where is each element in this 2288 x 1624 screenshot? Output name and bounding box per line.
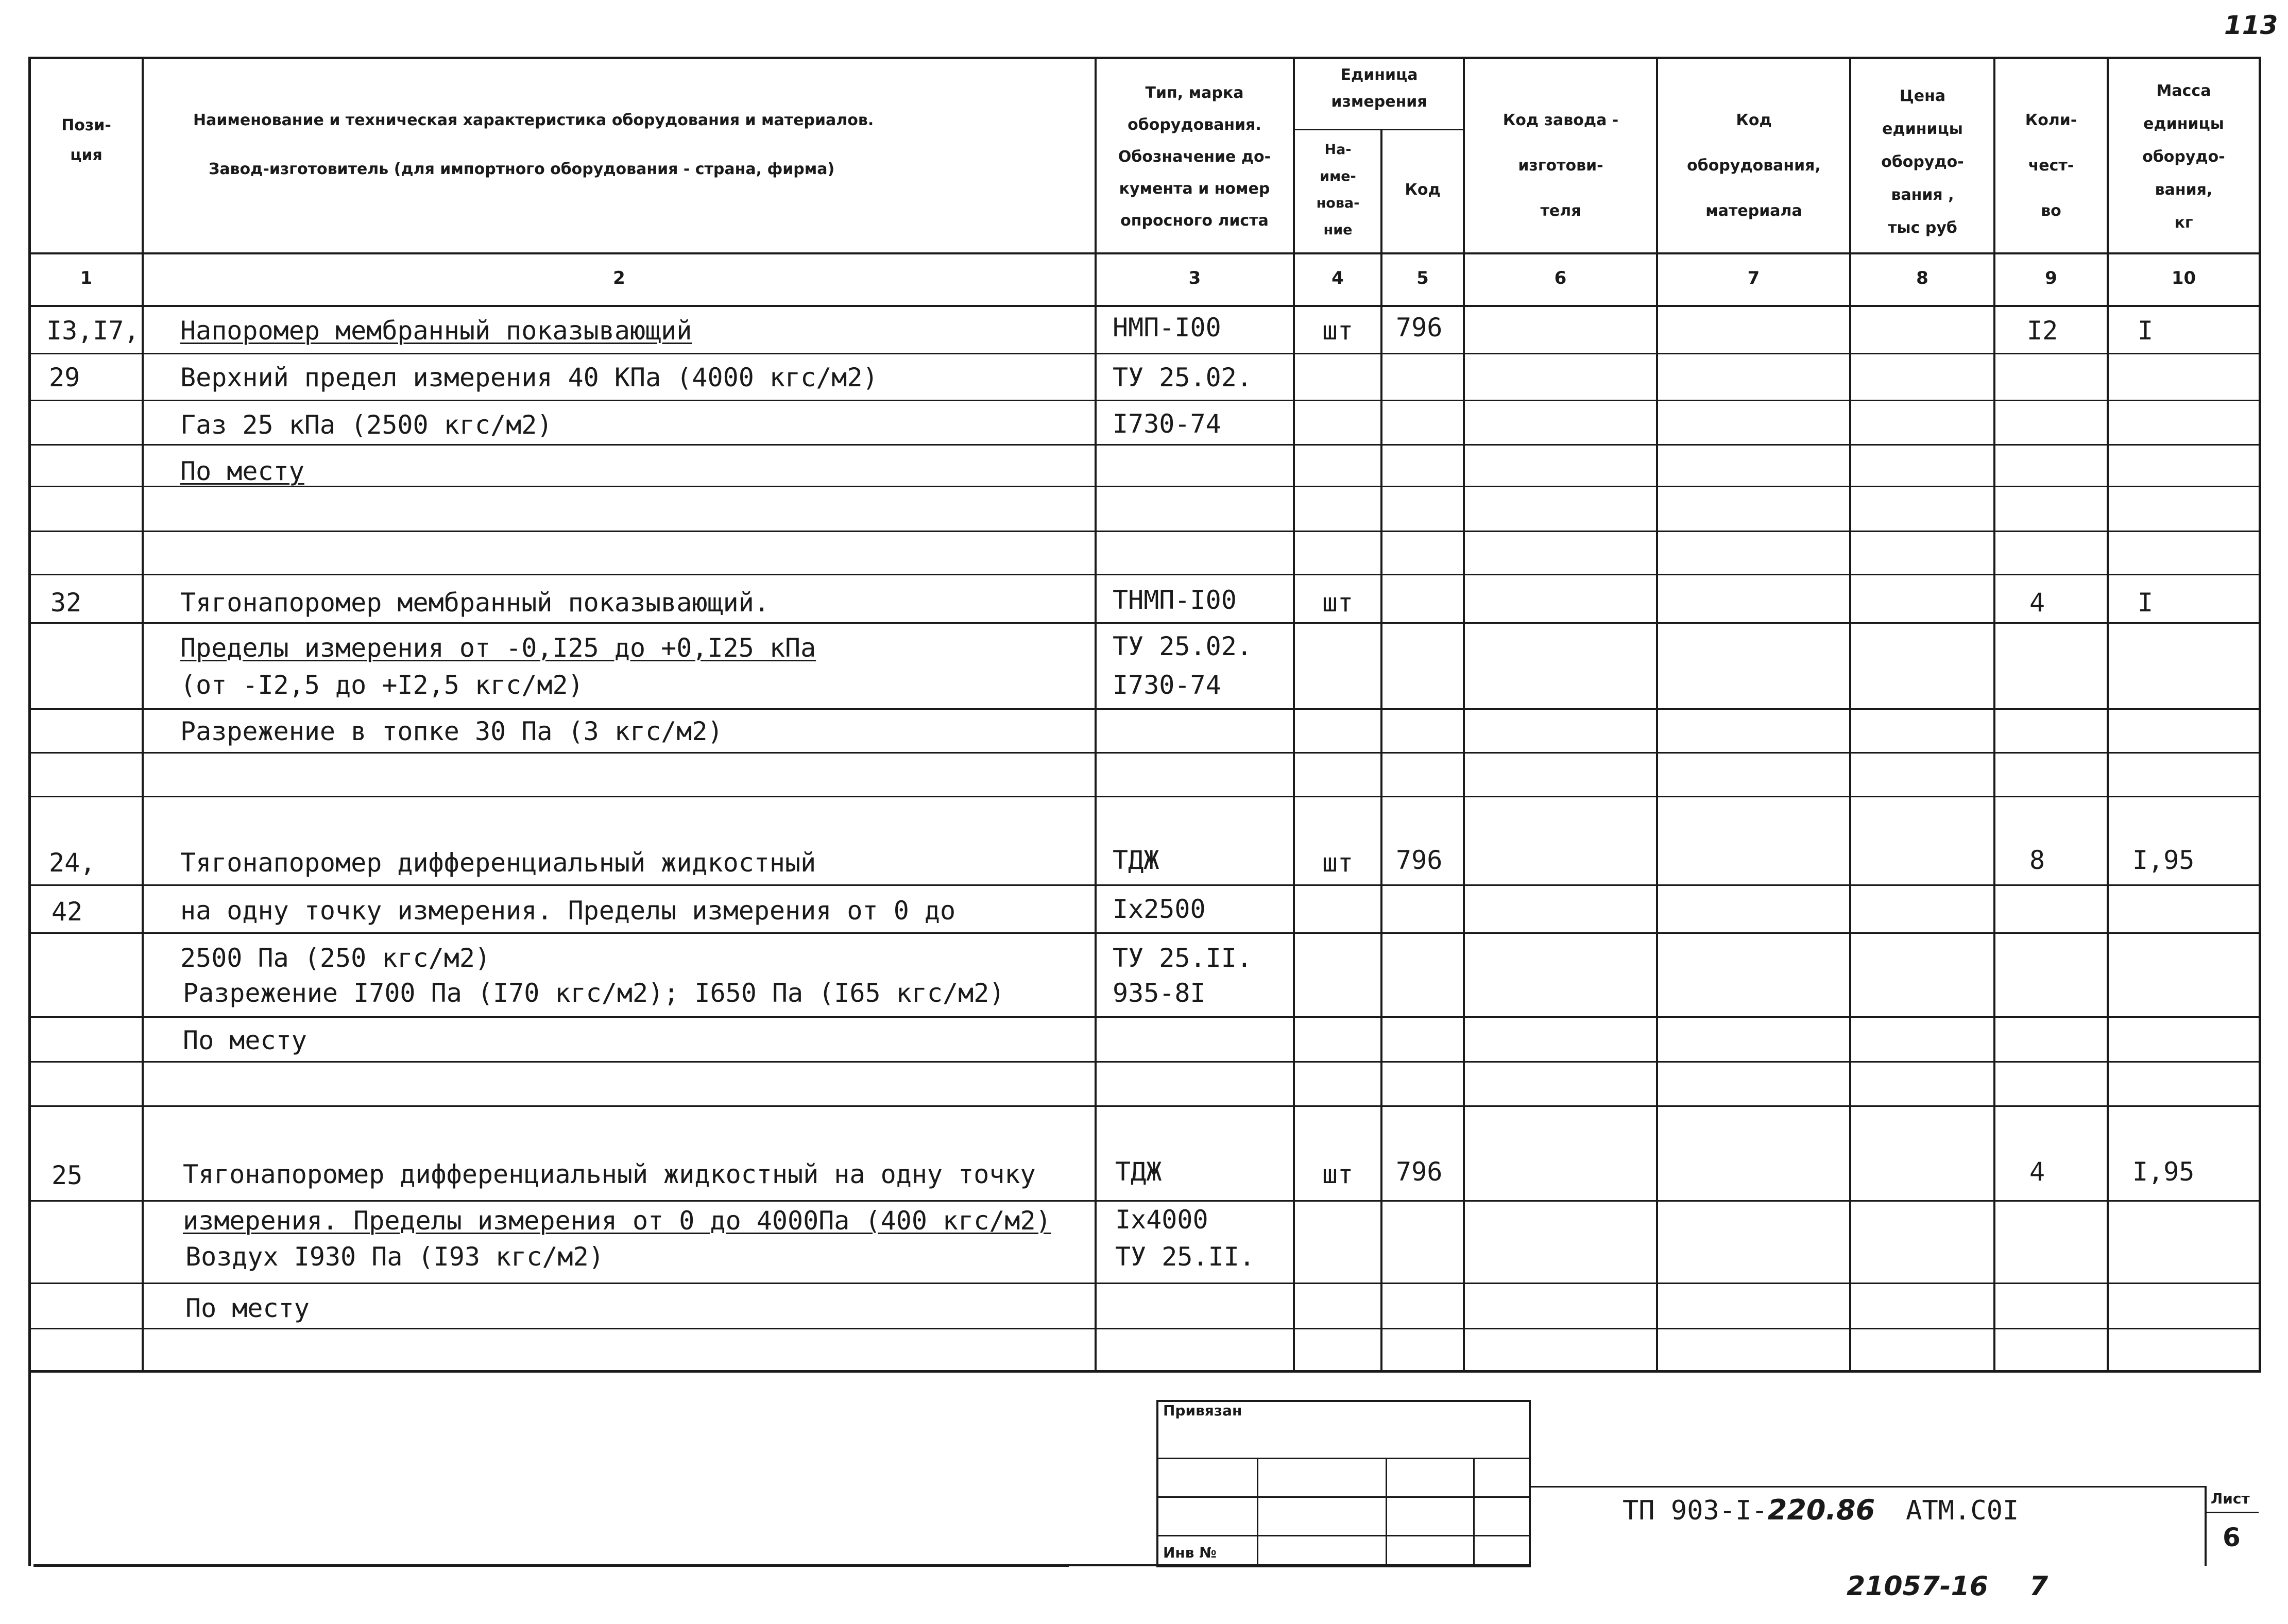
row-type: ТУ 25.II. xyxy=(1115,1242,1255,1272)
row-line xyxy=(30,1061,2260,1063)
row-type: ТНМП-I00 xyxy=(1113,585,1237,615)
row-name: Разрежение I700 Па (I70 кгс/м2); I650 Па (I65 кгс/м2) xyxy=(183,978,1005,1008)
row-quantity: 8 xyxy=(2029,845,2045,875)
header-type: Тип, марка оборудования. Обозначение до- кумента и номер опросного листа xyxy=(1118,84,1271,230)
row-mass: I xyxy=(2138,316,2154,346)
sheet-label: Лист xyxy=(2211,1490,2250,1507)
row-quantity: 4 xyxy=(2029,588,2045,618)
row-name: на одну точку измерения. Пределы измерения от 0 до xyxy=(180,896,956,926)
unit-group-divider xyxy=(1293,129,1463,130)
stamp-inv-label: Инв № xyxy=(1163,1544,1217,1561)
col-line-7 xyxy=(1849,57,1851,1371)
row-unit-code: 796 xyxy=(1396,1157,1443,1187)
row-mass: I,95 xyxy=(2132,845,2195,875)
row-type: I730-74 xyxy=(1113,670,1221,700)
column-number: 8 xyxy=(1916,268,1928,288)
row-line xyxy=(30,884,2260,886)
row-type: НМП-I00 xyxy=(1113,313,1221,343)
row-line xyxy=(30,1328,2260,1329)
column-number: 1 xyxy=(80,268,93,288)
column-number: 2 xyxy=(613,268,625,288)
row-name: Верхний предел измерения 40 КПа (4000 кгс/м2) xyxy=(180,363,878,392)
row-line xyxy=(30,1016,2260,1018)
row-line xyxy=(30,574,2260,575)
stamp-border xyxy=(1529,1400,1531,1567)
header-mass: Масса единицы оборудо- вания, кг xyxy=(2142,82,2225,232)
row-name: (от -I2,5 до +I2,5 кгс/м2) xyxy=(180,670,584,700)
row-unit: шт xyxy=(1322,1159,1354,1189)
frame-bottom-border xyxy=(33,1564,1069,1567)
row-line xyxy=(30,1283,2260,1284)
row-line xyxy=(30,932,2260,934)
row-line xyxy=(30,486,2260,487)
row-position: 32 xyxy=(50,588,82,618)
row-type: ТУ 25.II. xyxy=(1113,943,1252,973)
row-line xyxy=(30,400,2260,401)
footer-handwritten-number: 21057-16 xyxy=(1847,1571,1988,1602)
header-position: Пози- ция xyxy=(61,116,111,164)
col-line-8 xyxy=(1993,57,1995,1371)
stamp-border xyxy=(1473,1458,1475,1566)
footer-line xyxy=(1058,1564,1530,1566)
row-position: 29 xyxy=(49,363,80,392)
sheet-box-border xyxy=(2205,1512,2259,1513)
row-type: ТДЖ xyxy=(1113,845,1159,875)
row-line xyxy=(30,353,2260,354)
right-frame xyxy=(2259,57,2261,1371)
row-type: ТУ 25.02. xyxy=(1113,363,1252,392)
stamp-attached-label: Привязан xyxy=(1163,1402,1242,1419)
header-price: Цена единицы оборудо- вания , тыс руб xyxy=(1881,87,1964,237)
footer-handwritten-page: 7 xyxy=(2029,1571,2048,1602)
header-name-line1: Наименование и техническая характеристика оборудования и материалов. xyxy=(193,111,874,129)
column-number: 7 xyxy=(1747,268,1760,288)
row-line xyxy=(30,1105,2260,1107)
header-bottom-border xyxy=(28,252,2261,254)
row-name: Тягонапоромер дифференциальный жидкостный xyxy=(180,848,816,878)
header-unit-name: На- име- нова- ние xyxy=(1316,142,1360,238)
row-position: I3,I7, xyxy=(46,316,140,346)
row-line xyxy=(30,1200,2260,1202)
sheet-corner-number: 113 xyxy=(2224,10,2278,40)
col-line-9 xyxy=(2107,57,2109,1371)
header-maker-code: Код завода - изготови- теля xyxy=(1502,111,1619,220)
col-line-5 xyxy=(1463,57,1465,1371)
row-line xyxy=(30,708,2260,710)
col-line-6 xyxy=(1656,57,1658,1371)
row-name: Разрежение в топке 30 Па (3 кгс/м2) xyxy=(180,716,723,746)
row-unit: шт xyxy=(1322,848,1354,878)
row-position: 24, xyxy=(49,848,96,878)
row-position: 25 xyxy=(52,1160,83,1190)
header-quantity: Коли- чест- во xyxy=(2025,111,2077,220)
table-bottom-border xyxy=(31,1370,2261,1373)
row-type: ТДЖ xyxy=(1115,1157,1162,1187)
row-unit: шт xyxy=(1322,316,1354,346)
row-unit-code: 796 xyxy=(1396,845,1443,875)
sheet-box-border xyxy=(2205,1486,2207,1566)
row-name: Напоромер мембранный показывающий xyxy=(180,316,692,346)
row-type: ТУ 25.02. xyxy=(1113,631,1252,661)
row-type: 935-8I xyxy=(1113,978,1206,1008)
footer-line xyxy=(1530,1486,2205,1488)
column-number: 5 xyxy=(1416,268,1429,288)
col-line-1 xyxy=(142,57,144,1371)
row-type: Ix4000 xyxy=(1115,1205,1208,1235)
row-quantity: 4 xyxy=(2029,1157,2045,1187)
col-line-2 xyxy=(1095,57,1097,1371)
row-type: Ix2500 xyxy=(1113,894,1206,924)
sheet-number: 6 xyxy=(2223,1523,2241,1552)
stamp-border xyxy=(1156,1400,1158,1567)
doc-code-prefix: ТП 903-I- xyxy=(1623,1495,1768,1526)
row-name: измерения. Пределы измерения от 0 до 4000Па (400 кгс/м2) xyxy=(183,1206,1051,1236)
column-number: 10 xyxy=(2171,268,2196,288)
document-code xyxy=(1623,1494,2019,1526)
header-unit-group: Единица измерения xyxy=(1331,66,1427,111)
table-top-border xyxy=(28,57,2261,59)
stamp-border xyxy=(1257,1458,1258,1566)
row-name: По месту xyxy=(183,1025,307,1055)
stamp-border xyxy=(1386,1458,1387,1566)
row-mass: I,95 xyxy=(2132,1157,2195,1187)
column-number: 6 xyxy=(1554,268,1567,288)
row-line xyxy=(30,622,2260,624)
row-line xyxy=(30,752,2260,754)
row-unit: шт xyxy=(1322,588,1354,618)
row-unit-code: 796 xyxy=(1396,313,1443,343)
row-line xyxy=(30,531,2260,532)
row-name: По месту xyxy=(180,456,304,486)
header-unit-code: Код xyxy=(1405,181,1441,199)
column-number: 4 xyxy=(1331,268,1344,288)
row-name: Тягонапоромер мембранный показывающий. xyxy=(180,588,770,618)
row-name: Пределы измерения от -0,I25 до +0,I25 кПа xyxy=(180,633,816,663)
row-name: Тягонапоромер дифференциальный жидкостный на одну точку xyxy=(183,1159,1036,1189)
doc-code-suffix: АТМ.С0I xyxy=(1906,1495,2019,1526)
row-name: По месту xyxy=(185,1293,310,1323)
header-name-line2: Завод-изготовитель (для импортного оборудования - страна, фирма) xyxy=(209,160,835,178)
col-line-4 xyxy=(1380,129,1382,1371)
column-number: 3 xyxy=(1188,268,1201,288)
doc-code-number: 220.86 xyxy=(1767,1494,1875,1526)
colnum-bottom-border xyxy=(28,305,2261,307)
row-name: 2500 Па (250 кгс/м2) xyxy=(180,943,491,973)
row-type: I730-74 xyxy=(1113,409,1221,439)
row-name: Газ 25 кПа (2500 кгс/м2) xyxy=(180,410,553,440)
row-line xyxy=(30,796,2260,797)
column-number: 9 xyxy=(2045,268,2057,288)
row-position: 42 xyxy=(52,897,83,927)
row-line xyxy=(30,444,2260,446)
row-name: Воздух I930 Па (I93 кгс/м2) xyxy=(185,1242,604,1272)
header-equipment-code: Код оборудования, материала xyxy=(1687,111,1821,220)
row-quantity: I2 xyxy=(2027,316,2058,346)
row-mass: I xyxy=(2138,588,2154,618)
